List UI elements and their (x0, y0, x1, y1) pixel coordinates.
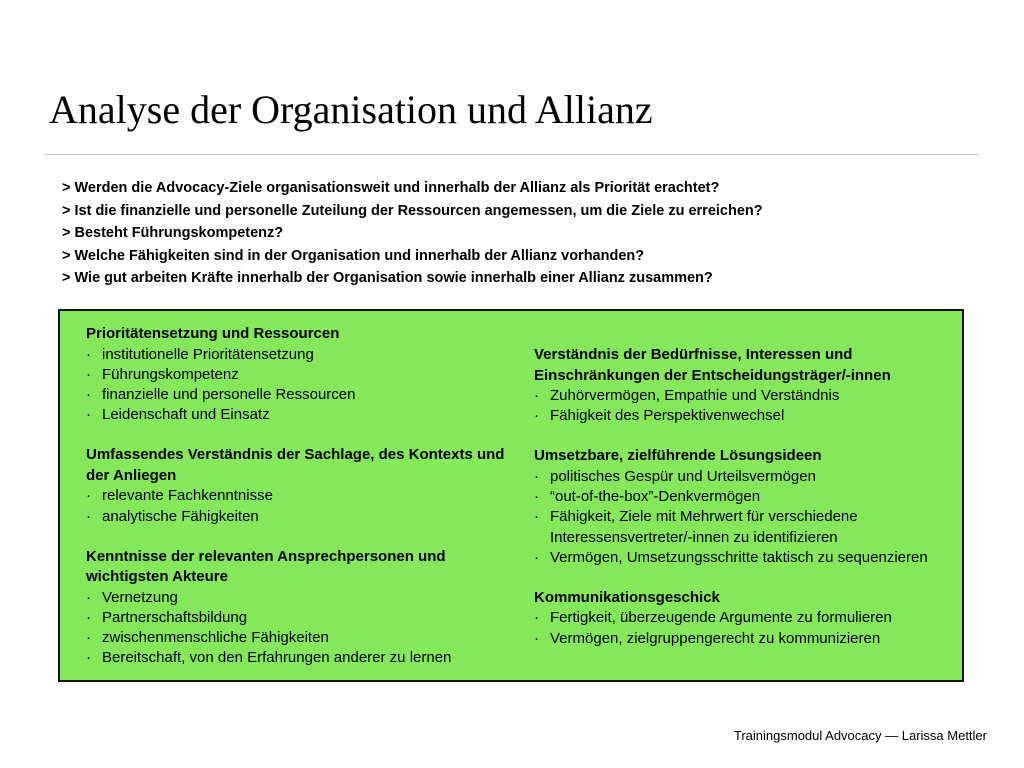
bullet-icon: · (534, 548, 539, 566)
bullet-icon: · (534, 508, 539, 526)
section-heading: Umsetzbare, zielführende Lösungsideen (534, 447, 822, 465)
list-item-text: Fertigkeit, überzeugende Argumente zu formulieren (550, 609, 892, 627)
list-item (86, 628, 506, 648)
section-communication (534, 588, 959, 649)
section-heading: Verständnis der Bedürfnisse, Interessen und Einschränkungen der Entscheidungsträger/-innen (534, 346, 891, 384)
bullet-list (86, 345, 506, 426)
list-item (534, 487, 959, 507)
list-item-text: Fähigkeit des Perspektivenwechsel (550, 407, 785, 425)
list-item (534, 548, 959, 568)
list-item (86, 486, 506, 506)
list-item-text: politisches Gespür und Urteilsvermögen (550, 467, 816, 485)
bullet-icon: · (86, 487, 91, 505)
list-item (86, 405, 506, 425)
bullet-icon: · (86, 406, 91, 424)
list-item-text: analytische Fähigkeiten (102, 507, 259, 525)
bullet-list (534, 467, 959, 568)
list-item-text: finanzielle und personelle Ressourcen (102, 385, 356, 403)
bullet-list (534, 608, 959, 648)
list-item-text: Partnerschaftsbildung (102, 608, 248, 626)
left-column (86, 324, 506, 689)
list-item (86, 345, 506, 365)
bullet-icon: · (86, 385, 91, 403)
list-item-text: zwischenmenschliche Fähigkeiten (102, 629, 329, 647)
list-item (86, 385, 506, 405)
list-item (86, 365, 506, 385)
title-divider (44, 154, 979, 155)
list-item-text: Vernetzung (102, 588, 178, 606)
question-item: > Welche Fähigkeiten sind in der Organisation und innerhalb der Allianz vorhanden? (62, 247, 645, 264)
list-item-text: Vermögen, zielgruppengerecht zu kommunizieren (550, 629, 881, 647)
list-item (534, 507, 959, 547)
section-heading: Kenntnisse der relevanten Ansprechpersonen und wichtigsten Akteure (86, 547, 446, 586)
list-item (86, 648, 506, 668)
list-item-text: Leidenschaft und Einsatz (102, 406, 270, 424)
list-item (86, 507, 506, 527)
bullet-list (86, 486, 506, 526)
section-heading: Prioritätensetzung und Ressourcen (86, 325, 340, 342)
bullet-list (534, 386, 959, 426)
list-item (534, 467, 959, 487)
section-understanding-context (86, 445, 506, 526)
section-decision-makers (534, 345, 959, 426)
list-item-text: relevante Fachkenntnisse (102, 487, 273, 505)
bullet-icon: · (534, 488, 539, 506)
question-item: > Ist die finanzielle und personelle Zuteilung der Ressourcen angemessen, um die Ziele zu erreichen? (62, 202, 763, 219)
bullet-icon: · (86, 629, 91, 647)
list-item (86, 608, 506, 628)
list-item-text: Führungskompetenz (102, 365, 239, 383)
right-column (534, 345, 959, 669)
section-heading: Umfassendes Verständnis der Sachlage, des Kontexts und der Anliegen (86, 446, 505, 484)
list-item-text: Vermögen, Umsetzungsschritte taktisch zu sequenzieren (550, 548, 928, 566)
section-heading: Kommunikationsgeschick (534, 588, 720, 606)
bullet-icon: · (86, 365, 91, 383)
list-item-text: “out-of-the-box”-Denkvermögen (550, 488, 761, 506)
list-item (534, 629, 959, 649)
list-item-text: Zuhörvermögen, Empathie und Verständnis (550, 387, 840, 404)
section-stakeholder-knowledge (86, 547, 506, 669)
bullet-icon: · (534, 467, 539, 485)
question-list (62, 177, 763, 290)
bullet-icon: · (534, 629, 539, 647)
section-solution-ideas (534, 446, 959, 568)
list-item (534, 608, 959, 628)
question-item: > Wie gut arbeiten Kräfte innerhalb der Organisation sowie innerhalb einer Allianz zusammen? (62, 270, 713, 286)
list-item (534, 406, 959, 426)
competence-box (58, 309, 964, 682)
list-item (534, 386, 959, 406)
bullet-icon: · (86, 588, 91, 606)
bullet-icon: · (86, 345, 91, 363)
bullet-icon: · (534, 407, 539, 425)
list-item-text: institutionelle Prioritätensetzung (102, 345, 314, 363)
list-item-text: Fähigkeit, Ziele mit Mehrwert für verschiedene Interessensvertreter/-innen zu identifizieren (550, 508, 858, 546)
slide-title: Analyse der Organisation und Allianz (49, 87, 653, 132)
bullet-icon: · (86, 507, 91, 525)
bullet-icon: · (86, 649, 91, 667)
bullet-icon: · (86, 608, 91, 626)
bullet-list (86, 588, 506, 669)
question-item: > Besteht Führungskompetenz? (62, 225, 284, 241)
question-item: > Werden die Advocacy-Ziele organisationsweit und innerhalb der Allianz als Priorität erachtet? (62, 180, 720, 196)
section-priorities-resources (86, 324, 506, 425)
list-item (86, 588, 506, 608)
bullet-icon: · (534, 609, 539, 627)
footer-credit: Trainingsmodul Advocacy — Larissa Mettler (733, 728, 987, 743)
bullet-icon: · (534, 387, 539, 404)
list-item-text: Bereitschaft, von den Erfahrungen anderer zu lernen (102, 649, 452, 667)
